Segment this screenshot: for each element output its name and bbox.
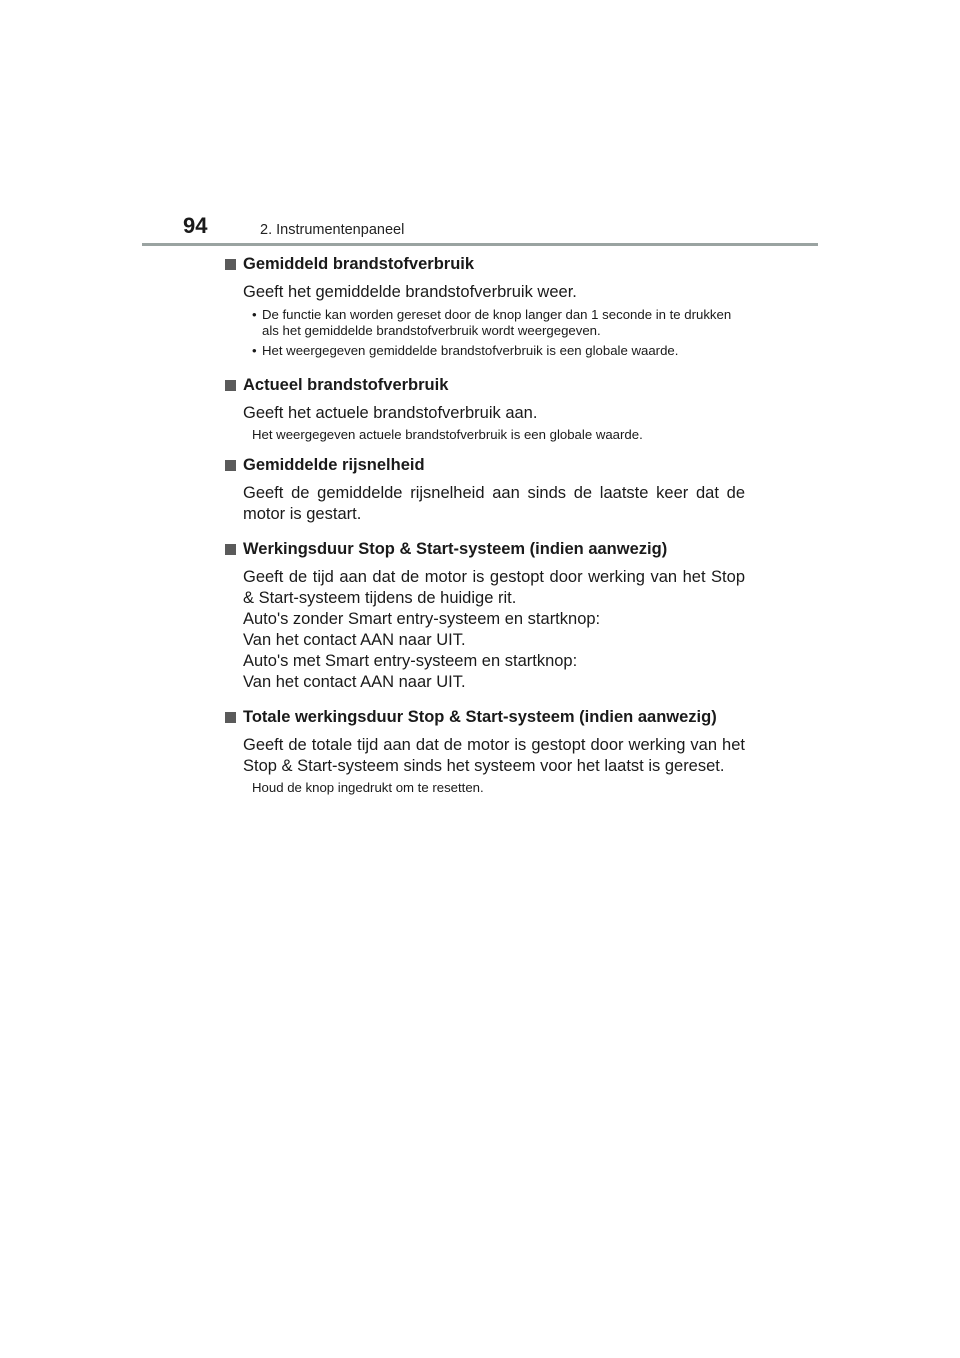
section-average-fuel-consumption xyxy=(225,254,745,359)
section-title-text: Werkingsduur Stop & Start-systeem (indien aanwezig) xyxy=(243,540,668,558)
section-current-fuel-consumption xyxy=(225,375,745,443)
section-title-text: Totale werkingsduur Stop & Start-systeem (indien aanwezig) xyxy=(243,708,717,726)
note-item: • Het weergegeven gemiddelde brandstofverbruik is een globale waarde. xyxy=(252,343,745,359)
section-title-text: Gemiddelde rijsnelheid xyxy=(243,456,425,474)
body-line: Auto's met Smart entry-systeem en startknop: xyxy=(243,652,578,670)
section-note: Het weergegeven actuele brandstofverbruik is een globale waarde. xyxy=(252,427,643,442)
note-item: • De functie kan worden gereset door de knop langer dan 1 seconde in te drukken als het gemiddelde brandstofverbruik wordt weergegeven. xyxy=(252,307,745,339)
section-title-text: Gemiddeld brandstofverbruik xyxy=(243,255,475,273)
page-content xyxy=(225,254,745,796)
section-heading xyxy=(225,375,745,395)
square-bullet-icon xyxy=(225,712,236,723)
section-body: Geeft het gemiddelde brandstofverbruik weer. xyxy=(243,283,577,301)
chapter-title: 2. Instrumentenpaneel xyxy=(260,222,405,238)
body-line: Van het contact AAN naar UIT. xyxy=(243,631,466,649)
section-heading xyxy=(225,539,745,559)
page-number: 94 xyxy=(183,213,208,238)
section-body: Geeft de totale tijd aan dat de motor is gestopt door werking van het Stop & Start-systeem sinds het systeem voor het laatst is gereset. xyxy=(243,736,745,775)
section-heading xyxy=(225,707,745,727)
section-note: Houd de knop ingedrukt om te resetten. xyxy=(252,780,484,795)
square-bullet-icon xyxy=(225,380,236,391)
header-divider xyxy=(142,243,818,246)
square-bullet-icon xyxy=(225,259,236,270)
section-heading xyxy=(225,455,745,475)
body-line: Van het contact AAN naar UIT. xyxy=(243,673,466,691)
square-bullet-icon xyxy=(225,460,236,471)
section-body: Geeft de tijd aan dat de motor is gestopt door werking van het Stop & Start-systeem tijdens de huidige rit. xyxy=(243,568,745,607)
note-list xyxy=(225,307,745,359)
section-stop-start-duration xyxy=(225,539,745,693)
section-body: Geeft de gemiddelde rijsnelheid aan sinds de laatste keer dat de motor is gestart. xyxy=(243,484,745,523)
section-heading xyxy=(225,254,745,274)
section-title-text: Actueel brandstofverbruik xyxy=(243,376,449,394)
body-line: Auto's zonder Smart entry-systeem en startknop: xyxy=(243,610,601,628)
section-body: Geeft het actuele brandstofverbruik aan. xyxy=(243,404,538,422)
square-bullet-icon xyxy=(225,544,236,555)
section-total-stop-start-duration xyxy=(225,707,745,796)
section-average-speed xyxy=(225,455,745,525)
